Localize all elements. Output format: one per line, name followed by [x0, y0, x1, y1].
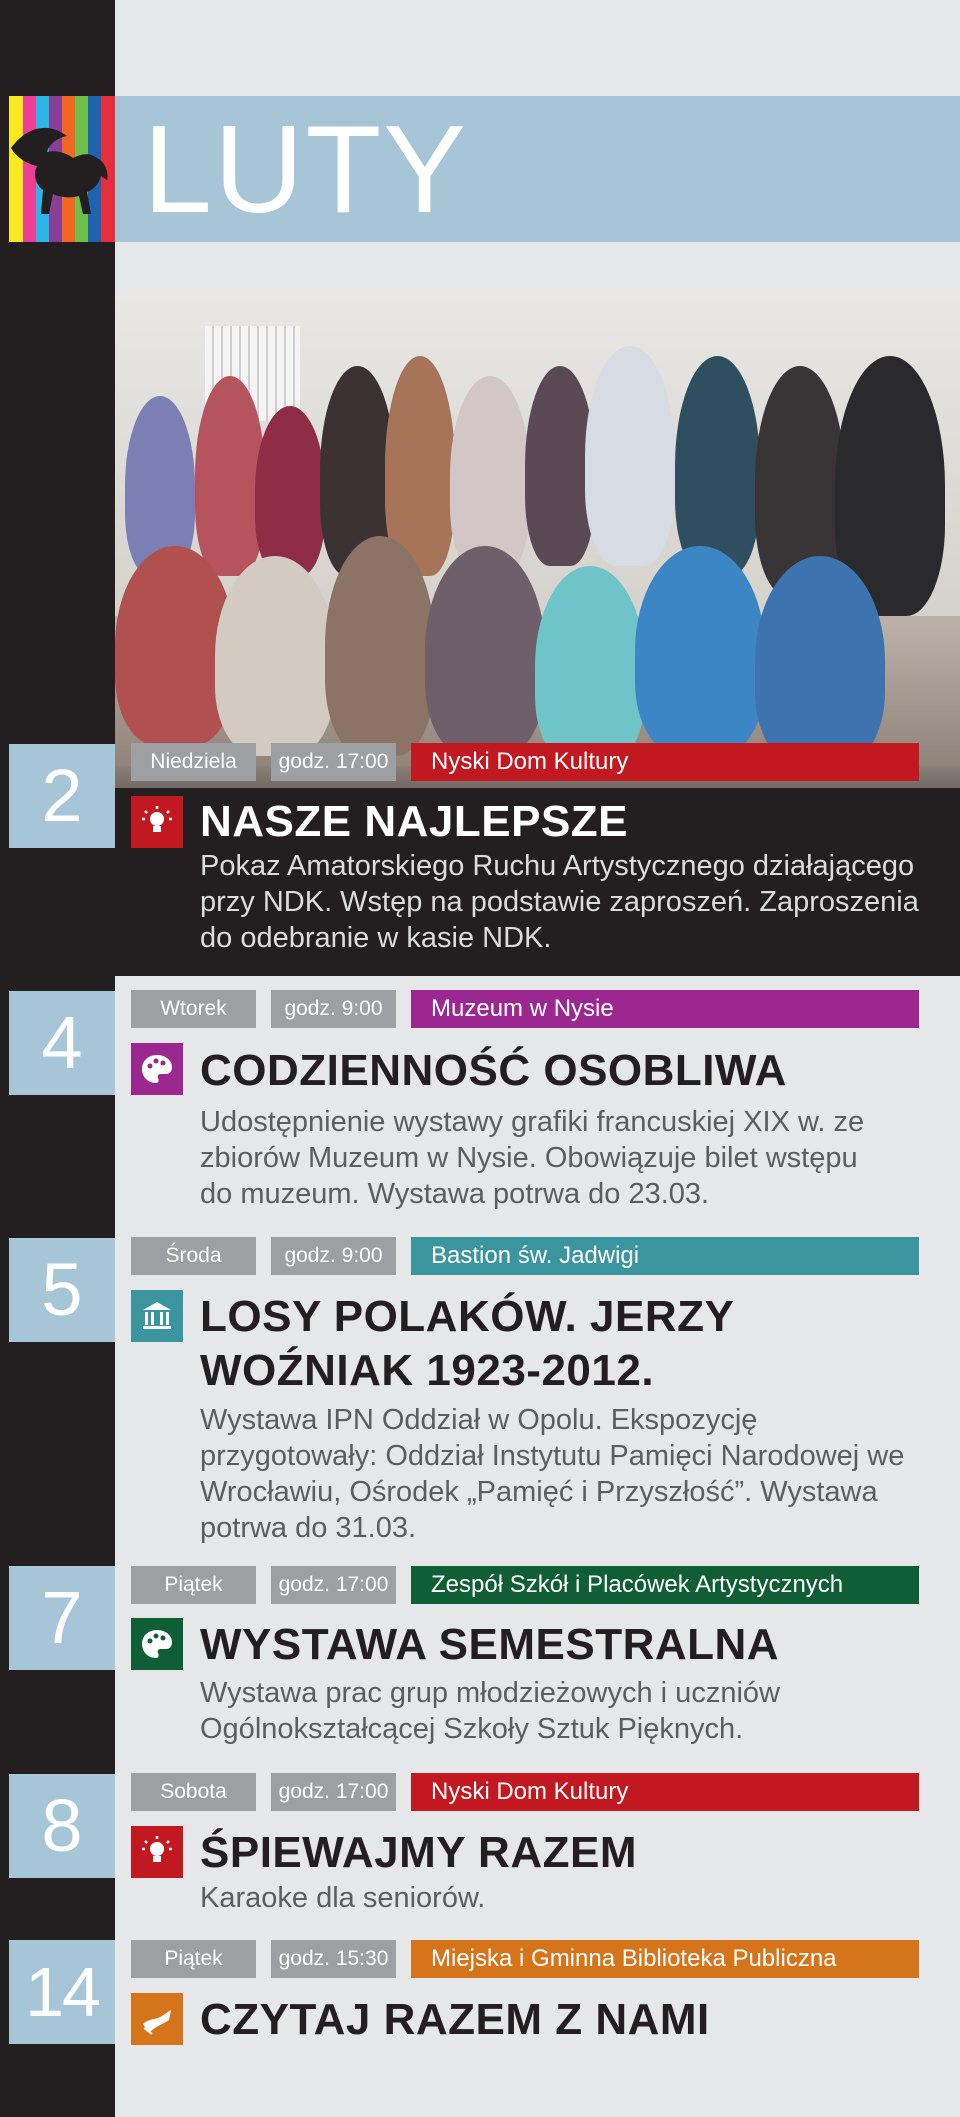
event-description: Udostępnienie wystawy grafiki francuskiej XIX w. ze zbiorów Muzeum w Nysie. Obowiązuje bilet wstępu do muzeum. Wystawa potrwa do 23.03. — [200, 1106, 865, 1210]
event-day-number: 7 — [9, 1566, 115, 1670]
event-day-number: 5 — [9, 1238, 115, 1342]
event-day-number: 2 — [9, 744, 115, 848]
event-title: ŚPIEWAJMY RAZEM — [200, 1828, 637, 1877]
pegasus-icon — [9, 118, 115, 218]
event-title: WYSTAWA SEMESTRALNA — [200, 1620, 780, 1669]
event-weekday: Piątek — [131, 1940, 256, 1978]
event-time: godz. 9:00 — [271, 990, 396, 1028]
event-time: godz. 17:00 — [271, 1566, 396, 1604]
palette-icon — [131, 1618, 183, 1670]
event-venue: Bastion św. Jadwigi — [411, 1237, 919, 1275]
event-time: godz. 9:00 — [271, 1237, 396, 1275]
event-time: godz. 17:00 — [271, 1773, 396, 1811]
event-description: Wystawa IPN Oddział w Opolu. Ekspozycję przygotowały: Oddział Instytutu Pamięci Narodowej we Wrocławiu, Ośrodek „Pamięć i Przyszłość”. Wystawa potrwa do 31.03. — [200, 1404, 905, 1544]
event-time: godz. 17:00 — [271, 743, 396, 781]
event-weekday: Środa — [131, 1237, 256, 1275]
palette-icon — [131, 1043, 183, 1095]
event-venue: Muzeum w Nysie — [411, 990, 919, 1028]
event-description: Wystawa prac grup młodzieżowych i uczniów Ogólnokształcącej Szkoły Sztuk Pięknych. — [200, 1677, 780, 1745]
event-weekday: Wtorek — [131, 990, 256, 1028]
event-venue: Miejska i Gminna Biblioteka Publiczna — [411, 1940, 919, 1978]
event-title: NASZE NAJLEPSZE — [200, 797, 629, 846]
month-banner — [115, 96, 960, 242]
building-icon — [131, 1290, 183, 1342]
event-description: Karaoke dla seniorów. — [200, 1882, 486, 1914]
event-title: CODZIENNOŚĆ OSOBLIWA — [200, 1046, 787, 1095]
event-title: CZYTAJ RAZEM Z NAMI — [200, 1995, 710, 2044]
month-title: LUTY — [143, 101, 468, 239]
event-time: godz. 15:30 — [271, 1940, 396, 1978]
lightbulb-icon — [131, 796, 183, 848]
event-venue: Zespół Szkół i Placówek Artystycznych — [411, 1566, 919, 1604]
event-venue: Nyski Dom Kultury — [411, 1773, 919, 1811]
event-weekday: Piątek — [131, 1566, 256, 1604]
book-icon — [131, 1993, 183, 2045]
event-venue: Nyski Dom Kultury — [411, 743, 919, 781]
event-weekday: Niedziela — [131, 743, 256, 781]
pegasus-logo — [9, 96, 115, 242]
event-title: LOSY POLAKÓW. JERZY WOŹNIAK 1923-2012. — [200, 1292, 734, 1395]
event-description: Pokaz Amatorskiego Ruchu Artystycznego działającego przy NDK. Wstęp na podstawie zaproszeń. Zaproszenia do odebranie w kasie NDK. — [200, 850, 919, 954]
event-day-number: 8 — [9, 1774, 115, 1878]
event-weekday: Sobota — [131, 1773, 256, 1811]
event-day-number: 14 — [9, 1940, 115, 2044]
lightbulb-icon — [131, 1826, 183, 1878]
event-day-number: 4 — [9, 991, 115, 1095]
